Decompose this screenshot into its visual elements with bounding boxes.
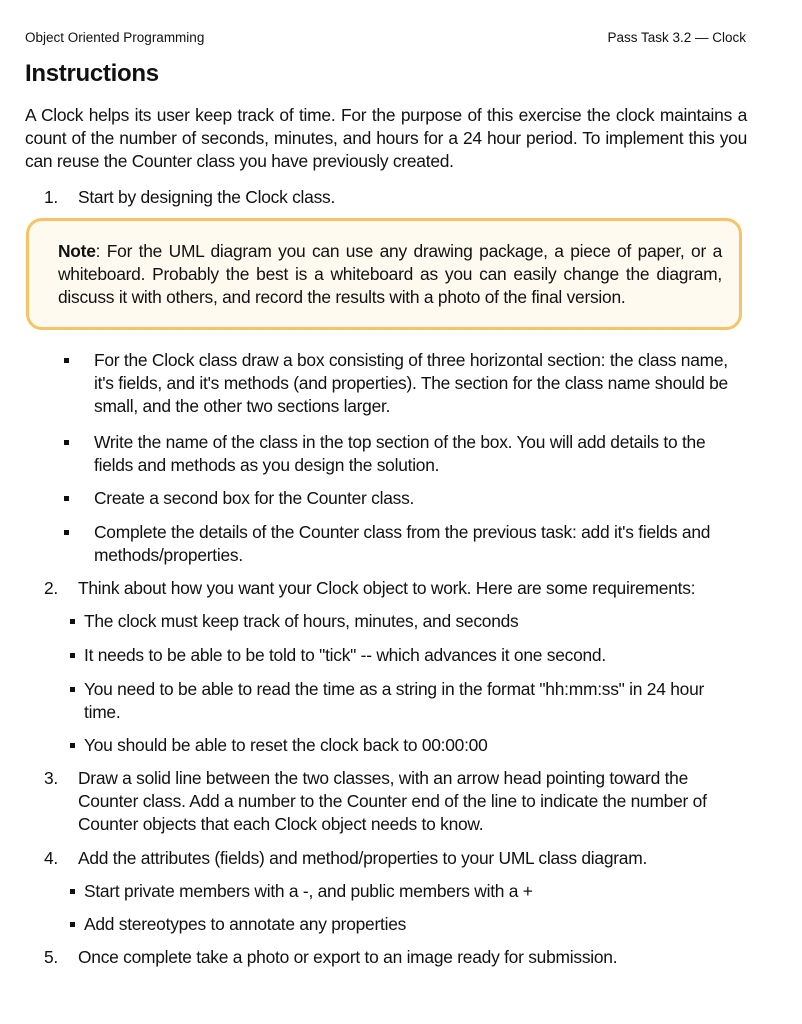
bullet-marker	[70, 743, 75, 748]
step-text: Think about how you want your Clock object to work. Here are some requirements:	[78, 578, 696, 598]
list-item-text: For the Clock class draw a box consisting of three horizontal section: the class name, it's fields, and it's methods (and properties). The section for the class name should be small, and the other two sections larger.	[94, 350, 728, 416]
list-item-text: You should be able to reset the clock back to 00:00:00	[84, 735, 488, 755]
bullet-marker	[70, 619, 75, 624]
course-name: Object Oriented Programming	[25, 30, 205, 45]
step-number: 1.	[44, 187, 59, 207]
step-number: 4.	[44, 848, 59, 868]
list-item-text: It needs to be able to be told to "tick" -- which advances it one second.	[84, 645, 606, 665]
page-title: Instructions	[25, 60, 159, 87]
list-item-text: Write the name of the class in the top section of the box. You will add details to the fields and methods as you design the solution.	[94, 432, 706, 475]
note-label: Note	[58, 241, 96, 261]
list-item-text: Create a second box for the Counter class.	[94, 488, 415, 508]
step-number: 2.	[44, 578, 59, 598]
note-body: : For the UML diagram you can use any drawing package, a piece of paper, or a whiteboard. Probably the best is a whiteboard as you can easily change the diagram, discuss it with others, and record the results with a photo of the final version.	[58, 241, 722, 307]
bullet-marker	[70, 687, 75, 692]
bullet-marker	[64, 496, 69, 501]
list-item-text: You need to be able to read the time as a string in the format "hh:mm:ss" in 24 hour time.	[84, 679, 705, 722]
bullet-marker	[64, 530, 69, 535]
step-number: 5.	[44, 947, 59, 967]
step-text: Start by designing the Clock class.	[78, 187, 336, 207]
intro-paragraph: A Clock helps its user keep track of time. For the purpose of this exercise the clock maintains a count of the number of seconds, minutes, and hours for a 24 hour period. To implement this you can reuse the Counter class you have previously created.	[25, 105, 747, 171]
bullet-marker	[70, 922, 75, 927]
note-text	[58, 240, 722, 309]
bullet-marker	[70, 889, 75, 894]
step-text: Draw a solid line between the two classes, with an arrow head pointing toward the Counter class. Add a number to the Counter end of the line to indicate the number of Counter objects that each Clock object needs to know.	[78, 768, 707, 834]
task-name: Pass Task 3.2 — Clock	[607, 30, 746, 45]
list-item-text: Start private members with a -, and public members with a +	[84, 881, 533, 901]
bullet-marker	[64, 358, 69, 363]
bullet-marker	[64, 440, 69, 445]
step-number: 3.	[44, 768, 59, 788]
list-item-text: Complete the details of the Counter class from the previous task: add it's fields and methods/properties.	[94, 522, 711, 565]
bullet-marker	[70, 653, 75, 658]
step-text: Once complete take a photo or export to an image ready for submission.	[78, 947, 618, 967]
list-item-text: Add stereotypes to annotate any properties	[84, 914, 407, 934]
note-callout	[26, 218, 742, 330]
step-text: Add the attributes (fields) and method/properties to your UML class diagram.	[78, 848, 648, 868]
list-item-text: The clock must keep track of hours, minutes, and seconds	[84, 611, 519, 631]
